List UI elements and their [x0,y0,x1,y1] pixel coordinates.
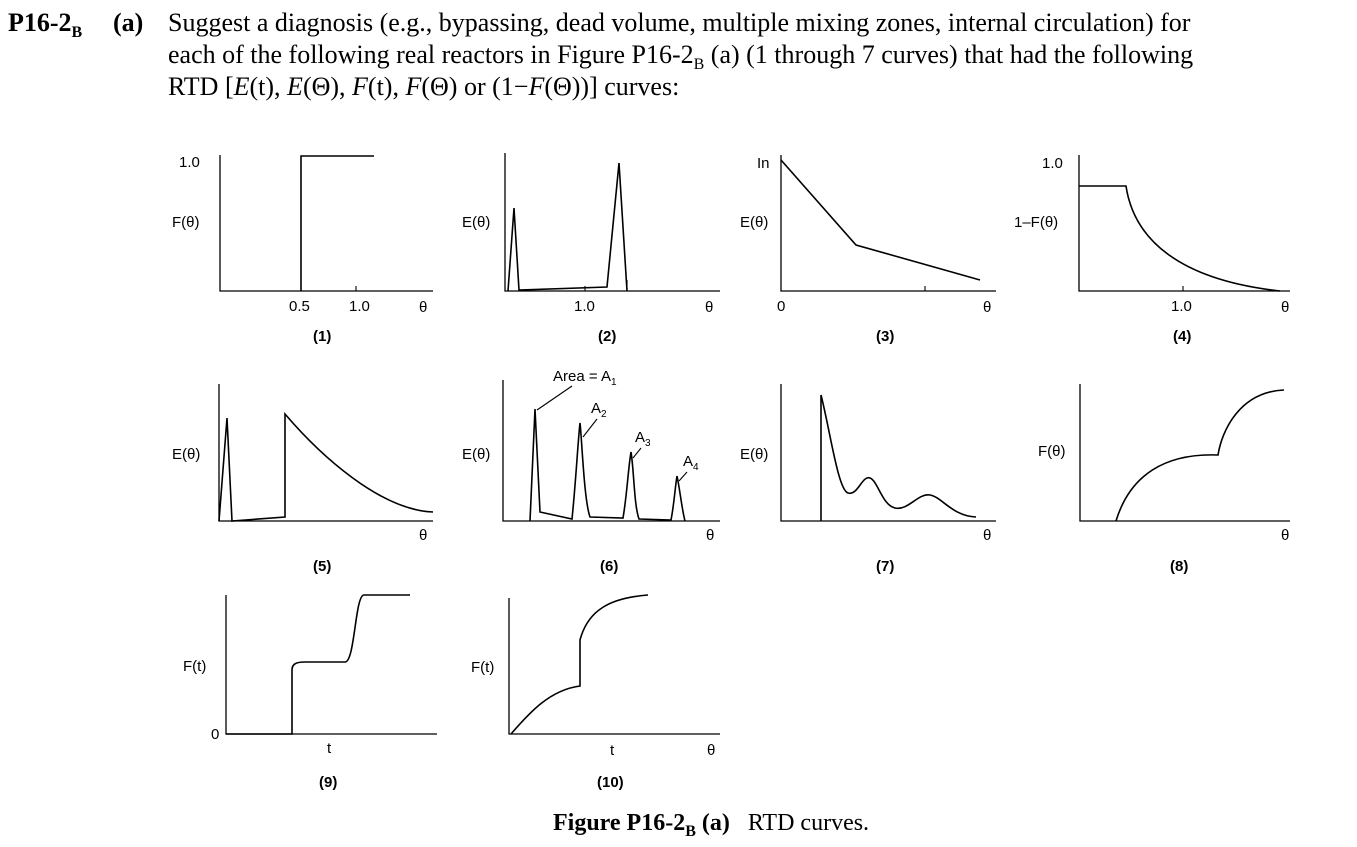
plot-6-a3: $A_3$ [635,429,651,449]
plot-6-area1: Area = $A_1$ [553,368,617,388]
plot-7-curve [821,395,976,521]
plot-5-axes [219,384,433,521]
plot-1-xtick-2: 1.0 [349,298,370,315]
plot-4-xtick: 1.0 [1171,298,1192,315]
plot-3-xaxis: θ [983,299,992,316]
plot-5-number: (5) [313,558,332,575]
plot-7-ylabel: E(θ) [740,446,769,463]
plot-2-number: (2) [598,328,617,345]
plot-3-number: (3) [876,328,895,345]
plot-4-number: (4) [1173,328,1192,345]
plot-1-number: (1) [313,328,332,345]
plot-3-ylabel: E(θ) [740,214,769,231]
plot-6-a3-leader [633,448,641,458]
problem-line-1: Suggest a diagnosis (e.g., bypassing, dead volume, multiple mixing zones, internal circulation) for [168,8,1191,37]
plot-7-number: (7) [876,558,895,575]
plot-1-ylabel: F(θ) [172,214,200,231]
plot-1-xaxis: θ [419,299,428,316]
plot-6-number: (6) [600,558,619,575]
plot-6-a2-leader [583,419,597,437]
plot-4-ytick: 1.0 [1042,155,1063,172]
plot-6-area1-leader [537,386,572,410]
plot-9 [183,595,437,791]
problem-line-2: each of the following real reactors in Figure $P16-2_B$ (a) (1 through 7 curves) that had the following [168,40,1194,74]
plot-4-ylabel: 1–F(θ) [1014,214,1059,231]
plot-10-axes [509,598,720,734]
plot-6 [462,368,720,575]
plot-4-curve [1079,186,1280,291]
plot-8-axes [1080,384,1290,521]
plot-7 [740,384,996,575]
plot-9-curve [226,595,410,734]
plot-6-ylabel: E(θ) [462,446,491,463]
plot-1 [172,154,433,345]
plot-3-curve [781,160,980,280]
problem-line-3: RTD [E(t), E(Θ), F(t), F(Θ) or (1−F(Θ))] curves: [168,72,680,101]
plot-2-xaxis: θ [705,299,714,316]
plot-3-xorigin: 0 [777,298,786,315]
plot-4-axes [1079,155,1290,291]
plot-8-number: (8) [1170,558,1189,575]
plot-1-xtick-1: 0.5 [289,298,310,315]
plot-1-ytick: 1.0 [179,154,200,171]
plot-3 [740,155,996,345]
plot-6-xaxis: θ [706,527,715,544]
plot-2-xtick: 1.0 [574,298,595,315]
plot-5-curve [219,414,433,521]
plot-6-a4: $A_4$ [683,453,699,473]
plot-9-axes [226,595,437,734]
plot-10-curve [511,595,648,734]
plot-6-a4-leader [679,472,687,481]
plot-10-number: (10) [597,774,624,791]
plot-9-number: (9) [319,774,338,791]
plot-4 [1014,155,1290,345]
plot-5-ylabel: E(θ) [172,446,201,463]
plot-10 [471,595,720,791]
problem-part: (a) [113,8,144,37]
plot-10-xaxis-t: t [610,742,615,759]
plot-8-ylabel: F(θ) [1038,443,1066,460]
plot-5 [172,384,433,575]
plot-1-curve [301,156,374,291]
plot-9-ylabel: F(t) [183,658,207,675]
plot-3-axes [781,155,996,291]
figure-caption [553,810,870,840]
plot-7-axes [781,384,996,521]
plot-3-ytop: In [757,155,770,172]
plot-8-curve [1116,390,1284,521]
plot-2-ylabel: E(θ) [462,214,491,231]
plot-5-xaxis: θ [419,527,428,544]
plot-8 [1038,384,1290,575]
plot-2-curve [508,163,627,291]
plot-4-xaxis: θ [1281,299,1290,316]
caption-text: RTD curves. [747,810,870,836]
plot-9-xaxis: t [327,740,332,757]
plot-2 [462,153,720,345]
plot-6-a2: $A_2$ [591,400,607,420]
problem-id: $P16-2_B$ [8,8,83,42]
plot-6-curve [530,409,685,521]
plot-9-yorigin: 0 [211,726,220,743]
plot-10-ylabel: F(t) [471,659,495,676]
plot-8-xaxis: θ [1281,527,1290,544]
plot-10-xaxis-theta: θ [707,742,716,759]
plot-7-xaxis: θ [983,527,992,544]
caption-label: Figure $P16-2_B$ (a) [553,810,730,840]
plot-1-axes [220,155,433,291]
plot-6-axes [503,380,720,521]
